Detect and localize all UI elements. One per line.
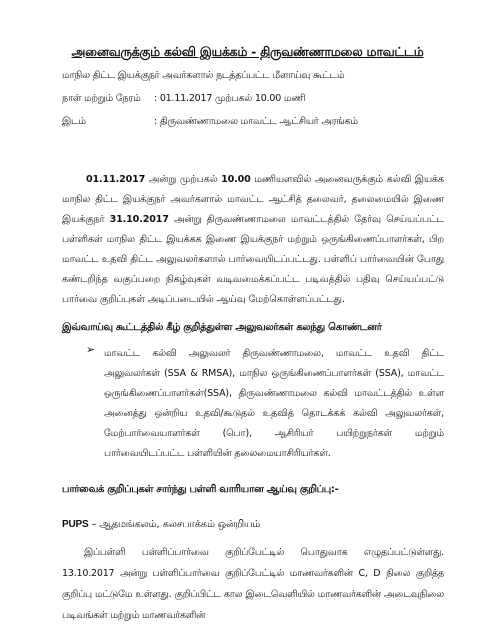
meeting-line: மாநில திட்ட இயக்குநர் அவர்களால் நடத்தப்பட்ட மீளாய்வு கூட்டம் — [62, 70, 345, 81]
datetime-row — [62, 93, 305, 105]
bullet-arrow-icon: ➢ — [86, 343, 96, 356]
venue-value: : திருவண்ணாமலை மாவட்ட ஆட்சியர் அரங்கம் — [154, 116, 358, 127]
venue-label: இடம் — [62, 116, 86, 127]
pups-review-paragraph: இப்பள்ளி பள்ளிப்பார்வை குறிப்பேட்டில் பொதுவாக எழுதப்பட்டுள்ளது. 13.10.2017 அன்று பள்ளிப்பார்வை குறிப்பேட்டில் மாணவர்களின் C, D நிலை குறித்த குறிப்பு மட்டுமே உள்ளது. குறிப்பிட்ட கால இடைவெளியில் மாணவர்களின் அடைவுநிலை படிவங்கள் மற்றும் மாணவர்களின் — [62, 547, 444, 621]
review-heading: பார்வைக் குறிப்புகள் சார்ந்து பள்ளி வாரியான ஆய்வு குறிப்பு:- — [62, 484, 339, 495]
datetime-value: : 01.11.2017 முற்பகல் 10.00 மணி — [154, 93, 306, 104]
intro-time: 10.00 — [221, 174, 251, 185]
datetime-label: நாள் மற்றும் நேரம் — [62, 93, 141, 104]
pups-location: – ஆதமங்கலம், கலசபாக்கம் ஒன்றியம் — [88, 519, 261, 530]
intro-text-b: மணியளவில் அனைவருக்கும் கல்வி இயக்க மாநில திட்ட இயக்குநர் அவர்களால் மாவட்ட ஆட்சித் தலைவர், தலைமையில் இணை இயக்குநர் — [62, 174, 445, 225]
pups-label: PUPS — [62, 519, 89, 530]
document-title: அனைவருக்கும் கல்வி இயக்கம் - திருவண்ணாமலை மாவட்டம் — [71, 44, 424, 59]
intro-text-c: அன்று திருவண்ணாமலை மாவட்டத்தில் தேர்வு செய்யப்பட்ட பள்ளிகள் மாநில திட்ட இயக்கக இணை இயக்குநர் மற்றும் ஒருங்கிணைப்பாளர்கள், பிற மாவட்ட உதவி திட்ட அலுவலர்களால் பார்வையிடப்பட்டது. பள்ளிப் பார்வையின் போது கண்டறிந்த வகுப்பறை நிகழ்வுகள் வடிவமைக்கப்பட்ட படிவத்தில் பதிவு செய்யப்பட்டு பார்வை குறிப்புகள் அடிப்படையில் ஆய்வு மேற்கொள்ளப்பட்டது. — [62, 214, 444, 305]
attendees-list-item: மாவட்ட கல்வி அலுவலர் திருவண்ணாமலை, மாவட்ட உதவி திட்ட அலுவலர்கள் (SSA & RMSA), மாநில ஒருங்கிணைப்பாளர்கள் (SSA), மாவட்ட ஒருங்கிணைப்பாளர்கள்(SSA), திருவண்ணாமலை கல்வி மாவட்டத்தில் உள்ள அனைத்து ஒன்றிய உதவி/கூடுதல் உதவித் தொடக்கக் கல்வி அலுவலர்கள், மேற்பார்வையாளர்கள் (பொ), ஆசிரியர் பயிற்றுநர்கள் மற்றும் பார்வையிடப்பட்ட பள்ளியின் தலைமையாசிரியர்கள். — [104, 348, 444, 459]
intro-date-2: 31.10.2017 — [109, 214, 169, 225]
venue-row — [62, 116, 358, 128]
intro-paragraph — [62, 170, 444, 310]
pups-subheading — [62, 519, 260, 531]
intro-text-a: அன்று முற்பகல் — [145, 174, 222, 185]
attendees-heading: இவ்வாய்வு கூட்டத்தில் கீழ் குறித்துள்ள அலுவலர்கள் கலந்து கொண்டனர் — [62, 322, 382, 333]
intro-date: 01.11.2017 — [86, 174, 146, 185]
